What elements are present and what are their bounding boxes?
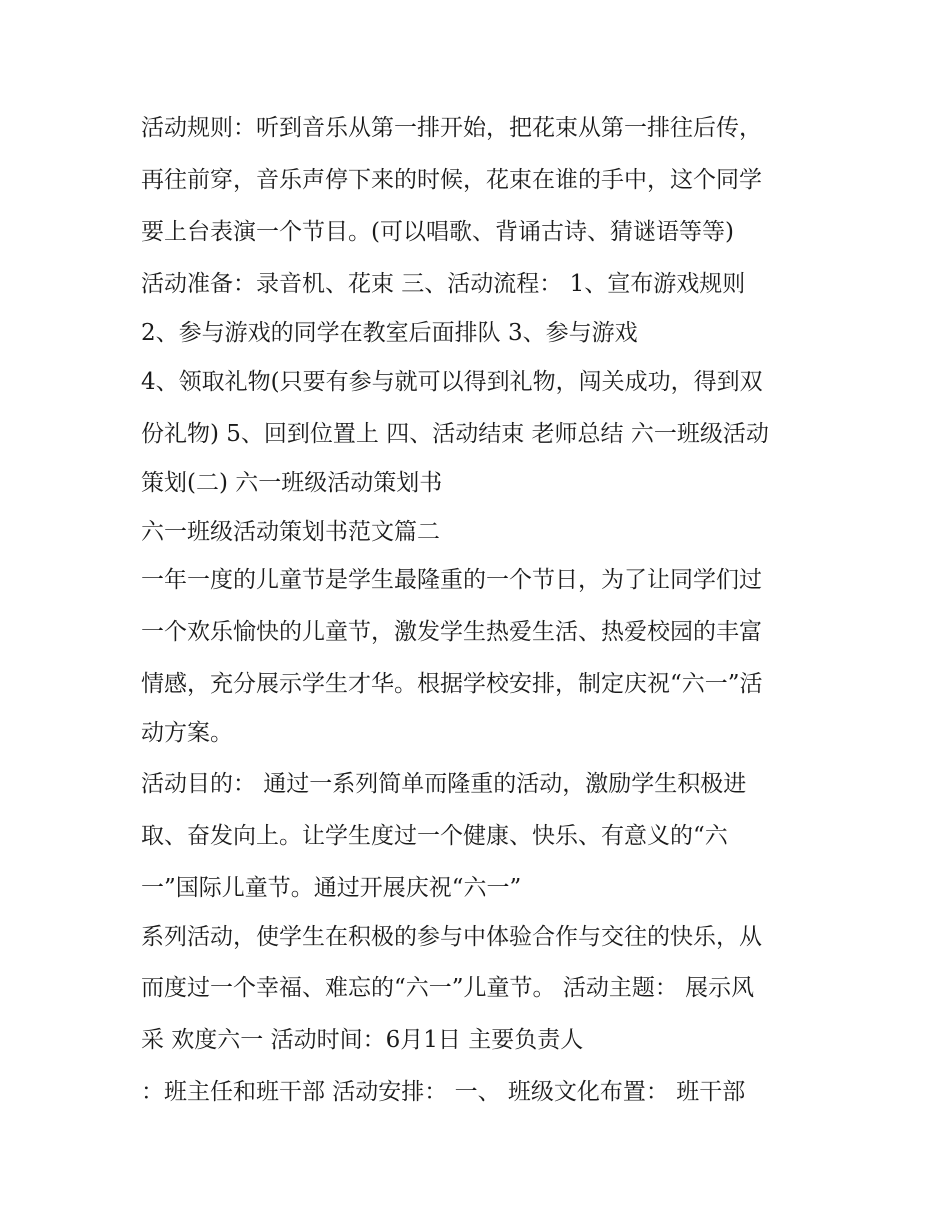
text-line: ：班主任和班干部 活动安排： 一、 班级文化布置： 班干部 <box>141 1079 746 1105</box>
text-line: 采 欢度六一 活动时间：6月1日 主要负责人 <box>141 1027 584 1053</box>
text-line: 活动目的： 通过一系列简单而隆重的活动，激励学生积极进 <box>141 771 747 797</box>
text-line: 再往前穿，音乐声停下来的时候，花束在谁的手中，这个同学 <box>141 167 762 193</box>
text-line: 活动规则：听到音乐从第一排开始，把花束从第一排往后传， <box>141 115 762 141</box>
text-line: 要上台表演一个节目。(可以唱歌、背诵古诗、猜谜语等等) <box>141 219 734 245</box>
text-line: 策划(二) 六一班级活动策划书 <box>141 470 443 496</box>
text-line: 系列活动，使学生在积极的参与中体验合作与交往的快乐，从 <box>141 924 762 950</box>
text-line: 而度过一个幸福、难忘的“六一”儿童节。 活动主题： 展示风 <box>141 975 755 1001</box>
text-line: 4、领取礼物(只要有参与就可以得到礼物，闯关成功，得到双 <box>141 369 763 395</box>
text-line: 一个欢乐愉快的儿童节，激发学生热爱生活、热爱校园的丰富 <box>141 619 762 645</box>
text-line: 活动准备：录音机、花束 三、活动流程： 1、宣布游戏规则 <box>141 271 746 297</box>
text-line: 份礼物) 5、回到位置上 四、活动结束 老师总结 六一班级活动 <box>141 421 769 447</box>
text-line: 情感，充分展示学生才华。根据学校安排，制定庆祝“六一”活 <box>141 671 763 697</box>
text-line: 一年一度的儿童节是学生最隆重的一个节日，为了让同学们过 <box>141 567 762 593</box>
text-line: 动方案。 <box>141 720 233 746</box>
text-line: 六一班级活动策划书范文篇二 <box>141 519 440 545</box>
text-line: 一”国际儿童节。通过开展庆祝“六一” <box>141 875 522 901</box>
text-line: 取、奋发向上。让学生度过一个健康、快乐、有意义的“六 <box>141 823 728 849</box>
text-line: 2、参与游戏的同学在教室后面排队 3、参与游戏 <box>141 320 638 346</box>
